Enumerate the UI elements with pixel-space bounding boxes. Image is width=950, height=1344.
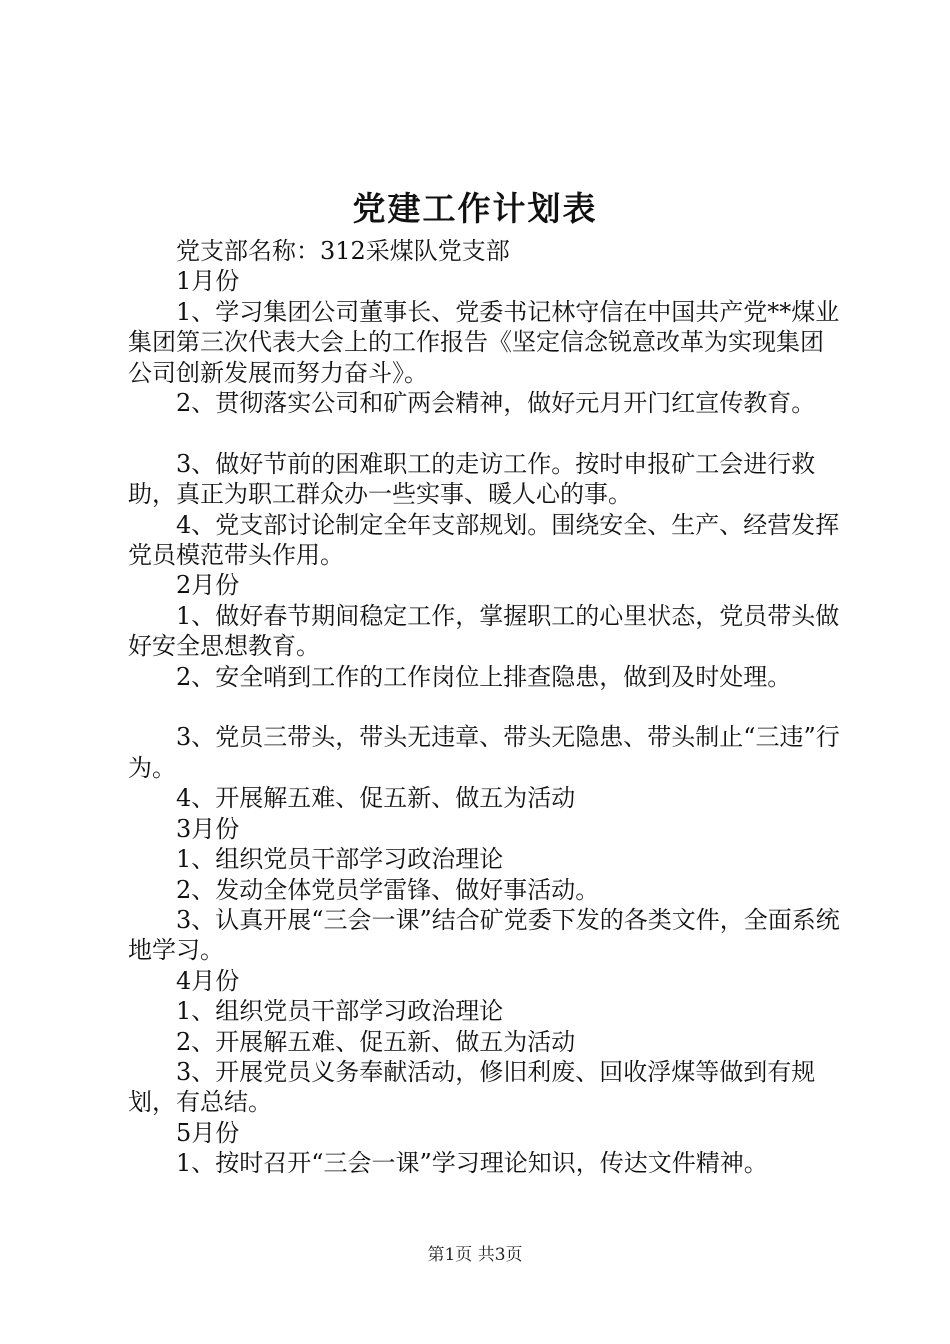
month-heading-feb: 2月份 xyxy=(176,571,240,600)
plan-item: 2、发动全体党员学雷锋、做好事活动。 xyxy=(176,875,600,904)
month-heading-mar: 3月份 xyxy=(176,814,240,843)
paragraph-gap xyxy=(128,692,840,722)
plan-item: 4、开展解五难、促五新、做五为活动 xyxy=(176,784,576,813)
month-heading-apr: 4月份 xyxy=(176,966,240,995)
plan-item: 1、按时召开“三会一课”学习理论知识，传达文件精神。 xyxy=(176,1149,768,1178)
plan-item: 3、开展党员义务奉献活动，修旧利废、回收浮煤等做到有规划，有总结。 xyxy=(128,1057,816,1117)
plan-item: 1、组织党员干部学习政治理论 xyxy=(176,997,504,1026)
plan-item: 4、党支部讨论制定全年支部规划。围绕安全、生产、经营发挥党员模范带头作用。 xyxy=(128,510,840,570)
branch-name-line: 党支部名称：312采煤队党支部 xyxy=(176,237,510,265)
plan-item: 2、贯彻落实公司和矿两会精神，做好元月开门红宣传教育。 xyxy=(176,389,816,418)
plan-item: 1、学习集团公司董事长、党委书记林守信在中国共产党**煤业集团第三次代表大会上的工作报告《坚定信念锐意改革为实现集团公司创新发展而努力奋斗》。 xyxy=(128,297,840,387)
document-title: 党建工作计划表 xyxy=(352,189,598,228)
page-footer: 第1页 共3页 xyxy=(427,1245,523,1265)
plan-item: 2、开展解五难、促五新、做五为活动 xyxy=(176,1027,576,1056)
plan-item: 3、认真开展“三会一课”结合矿党委下发的各类文件，全面系统地学习。 xyxy=(128,905,840,965)
plan-item: 3、党员三带头，带头无违章、带头无隐患、带头制止“三违”行为。 xyxy=(128,723,840,782)
month-heading-jan: 1月份 xyxy=(176,267,240,296)
paragraph-gap xyxy=(128,418,840,448)
month-heading-may: 5月份 xyxy=(176,1118,240,1147)
plan-item: 2、安全哨到工作的工作岗位上排查隐患，做到及时处理。 xyxy=(176,662,792,691)
document-body xyxy=(128,236,840,1179)
plan-item: 1、做好春节期间稳定工作，掌握职工的心里状态，党员带头做好安全思想教育。 xyxy=(128,601,840,661)
plan-item: 3、做好节前的困难职工的走访工作。按时申报矿工会进行救助，真正为职工群众办一些实事、暖人心的事。 xyxy=(128,449,816,509)
plan-item: 1、组织党员干部学习政治理论 xyxy=(176,845,504,874)
